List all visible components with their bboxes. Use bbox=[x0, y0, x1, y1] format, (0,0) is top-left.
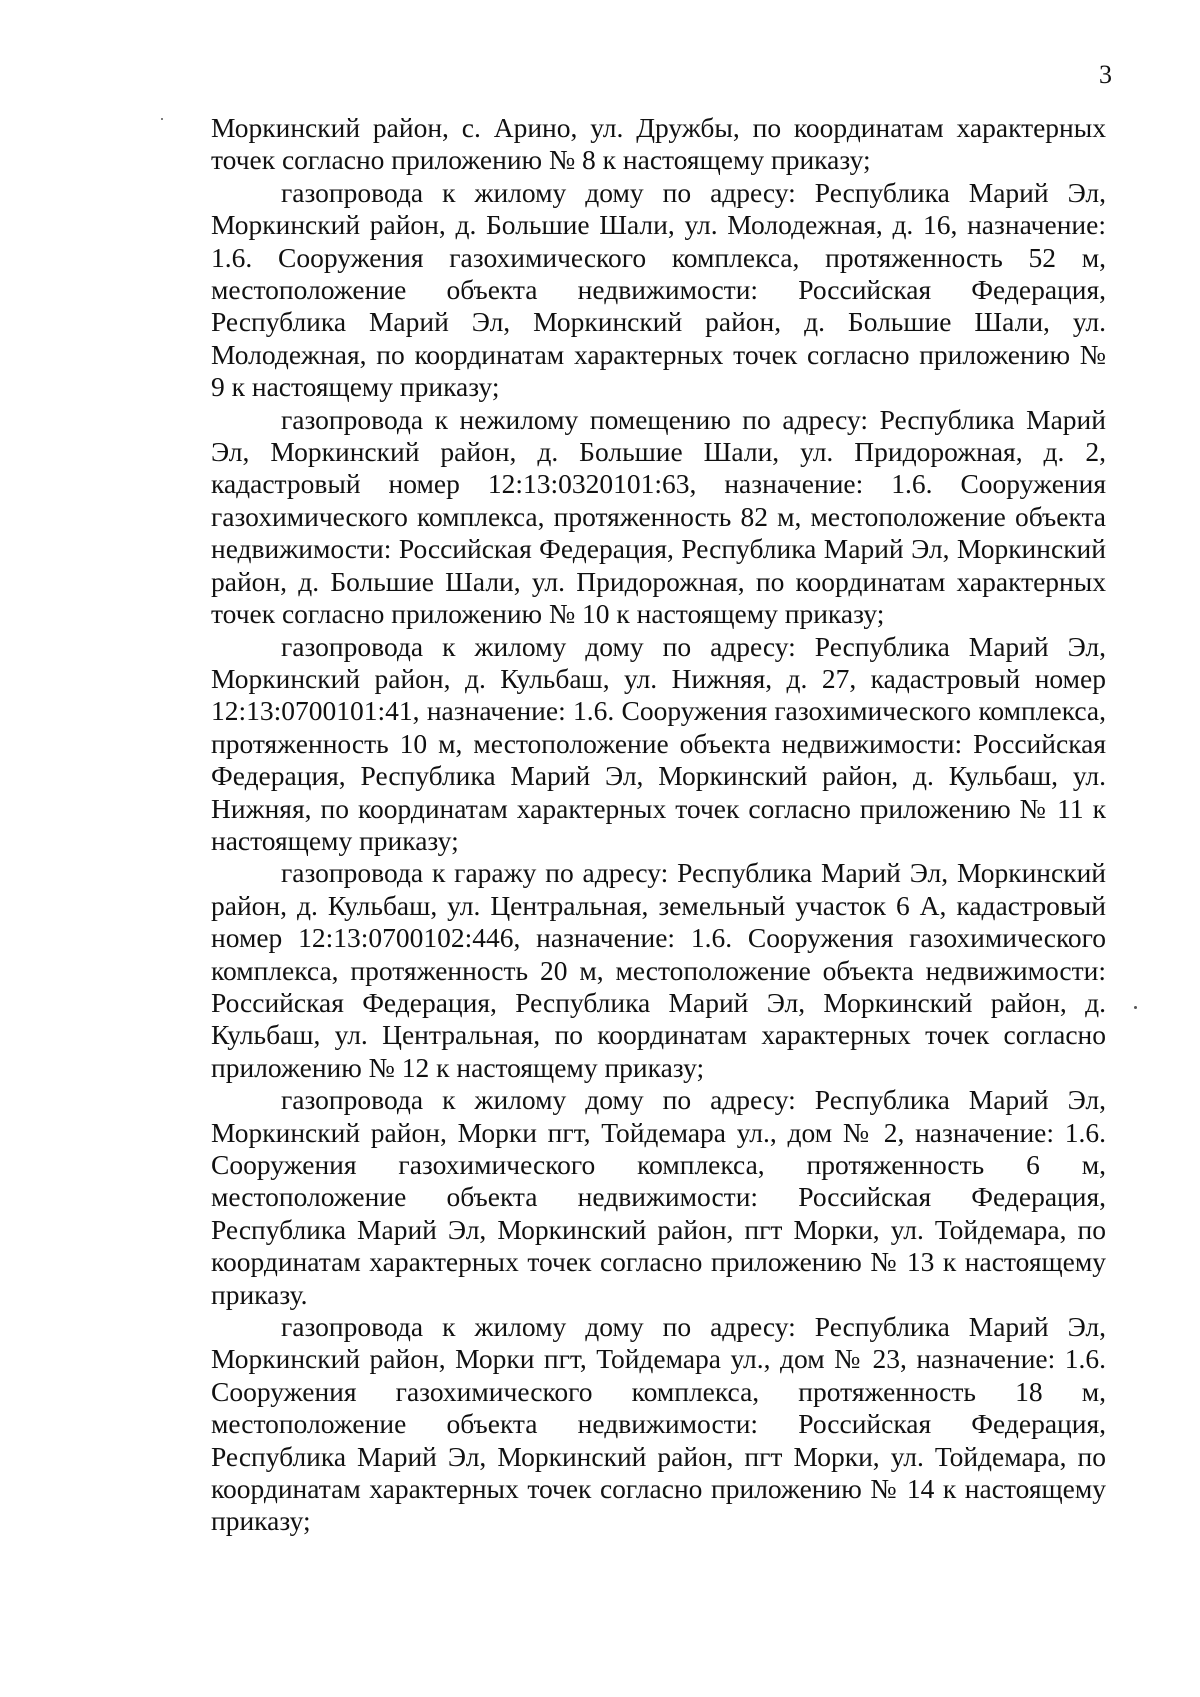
page-number: 3 bbox=[1099, 60, 1112, 89]
paragraph-gas-pipeline-item: газопровода к нежилому помещению по адресу: Республика Марий Эл, Моркинский район, д. Большие Шали, ул. Придорожная, д. 2, кадастровый номер 12:13:0320101:63, назначение: 1.6. Сооружения газохимического комплекса, протяженность 82 м, местоположение объекта недвижимости: Российская Федерация, Республика Марий Эл, Моркинский район, д. Большие Шали, ул. Придорожная, по координатам характерных точек согласно приложению № 10 к настоящему приказу; bbox=[211, 403, 1106, 630]
paragraph-gas-pipeline-item: газопровода к жилому дому по адресу: Республика Марий Эл, Моркинский район, д. Кульбаш, ул. Нижняя, д. 27, кадастровый номер 12:13:0700101:41, назначение: 1.6. Сооружения газохимического комплекса, протяженность 10 м, местоположение объекта недвижимости: Российская Федерация, Республика Марий Эл, Моркинский район, д. Кульбаш, ул. Нижняя, по координатам характерных точек согласно приложению № 11 к настоящему приказу; bbox=[211, 630, 1106, 856]
paragraph-continuation: Моркинский район, с. Арино, ул. Дружбы, по координатам характерных точек согласно приложению № 8 к настоящему приказу; bbox=[211, 112, 1106, 176]
paragraph-gas-pipeline-item: газопровода к гаражу по адресу: Республика Марий Эл, Моркинский район, д. Кульбаш, ул. Центральная, земельный участок 6 А, кадастровый номер 12:13:0700102:446, назначение: 1.6. Сооружения газохимического комплекса, протяженность 20 м, местоположение объекта недвижимости: Российская Федерация, Республика Марий Эл, Моркинский район, д. Кульбаш, ул. Центральная, по координатам характерных точек согласно приложению № 12 к настоящему приказу; bbox=[211, 857, 1106, 1083]
scan-speck bbox=[161, 118, 163, 120]
paragraph-gas-pipeline-item: газопровода к жилому дому по адресу: Республика Марий Эл, Моркинский район, д. Большие Шали, ул. Молодежная, д. 16, назначение: 1.6. Сооружения газохимического комплекса, протяженность 52 м, местоположение объекта недвижимости: Российская Федерация, Республика Марий Эл, Моркинский район, д. Большие Шали, ул. Молодежная, по координатам характерных точек согласно приложению № 9 к настоящему приказу; bbox=[211, 176, 1106, 403]
scan-speck bbox=[1134, 1006, 1137, 1009]
paragraph-gas-pipeline-item: газопровода к жилому дому по адресу: Республика Марий Эл, Моркинский район, Морки пгт, Тойдемара ул., дом № 2, назначение: 1.6. Сооружения газохимического комплекса, протяженность 6 м, местоположение объекта недвижимости: Российская Федерация, Республика Марий Эл, Моркинский район, пгт Морки, ул. Тойдемара, по координатам характерных точек согласно приложению № 13 к настоящему приказу. bbox=[211, 1084, 1106, 1310]
paragraph-gas-pipeline-item: газопровода к жилому дому по адресу: Республика Марий Эл, Моркинский район, Морки пгт, Тойдемара ул., дом № 23, назначение: 1.6. Сооружения газохимического комплекса, протяженность 18 м, местоположение объекта недвижимости: Российская Федерация, Республика Марий Эл, Моркинский район, пгт Морки, ул. Тойдемара, по координатам характерных точек согласно приложению № 14 к настоящему приказу; bbox=[211, 1311, 1106, 1537]
document-body bbox=[211, 112, 1106, 1538]
